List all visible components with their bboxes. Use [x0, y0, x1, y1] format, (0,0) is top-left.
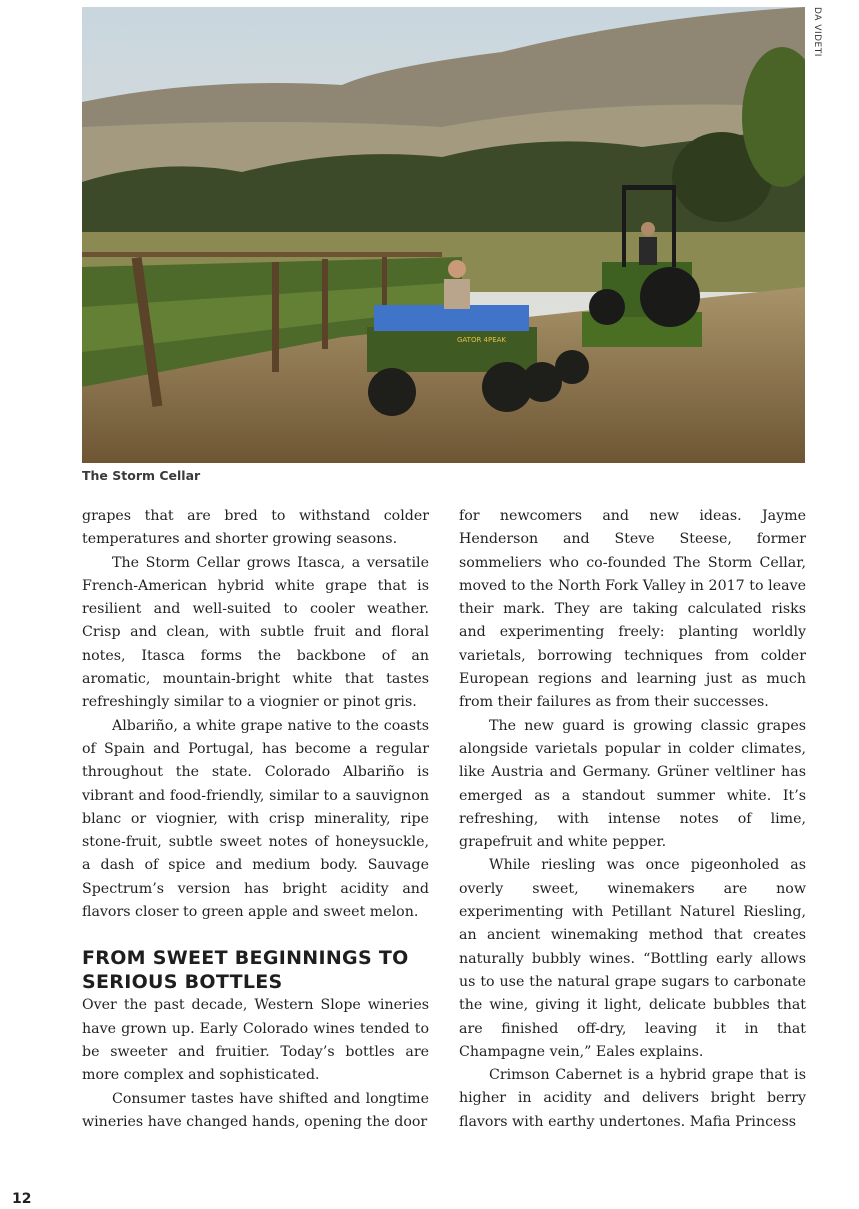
- photo-credit: DA VIDETI: [812, 7, 822, 57]
- photo-caption: The Storm Cellar: [82, 468, 201, 483]
- cart-lettering: GATOR 4PEAK: [457, 336, 507, 344]
- paragraph: Crimson Cabernet is a hybrid grape that is higher in acidity and delivers bright berry flavors with earthy undertones. Mafia Princess: [459, 1067, 806, 1130]
- paragraph: Albariño, a white grape native to the coasts of Spain and Portugal, has become a regular throughout the state. Colorado Albariño is vibrant and food-friendly, similar to a sauvignon blanc or viognier, with crisp minerality, ripe stone-fruit, subtle sweet notes of honeysuckle, a dash of spice and medium body. Sauvage Spectrum’s version has bright acidity and flavors closer to green apple and sweet melon.: [82, 717, 429, 921]
- page-number: 12: [12, 1191, 32, 1207]
- paragraph: Over the past decade, Western Slope wineries have grown up. Early Colorado wines tended to be sweeter and fruitier. Today’s bottles are more complex and sophisticated.: [82, 997, 429, 1084]
- section-heading: FROM SWEET BEGINNINGS TO SERIOUS BOTTLES: [82, 947, 409, 994]
- paragraph: While riesling was once pigeonholed as overly sweet, winemakers are now experimenting with Petillant Naturel Riesling, an ancient winemaking method that creates naturally bubbly wines. “Bottling early allows us to use the natural grape sugars to carbonate the wine, giving it light, delicate bubbles that are finished off-dry, leaving it in that Champagne vein,” Eales explains.: [459, 857, 806, 1060]
- vineyard-scene: [82, 7, 805, 463]
- right-column: [459, 505, 806, 1134]
- paragraph: Consumer tastes have shifted and longtime wineries have changed hands, opening the door: [82, 1090, 429, 1130]
- vineyard-photo: [82, 7, 805, 463]
- paragraph: for newcomers and new ideas. Jayme Henderson and Steve Steese, former sommeliers who co-founded The Storm Cellar, moved to the North Fork Valley in 2017 to leave their mark. They are taking calculated risks and experimenting freely: planting worldly varietals, borrowing techniques from colder European regions and learning just as much from their failures as from their successes.: [459, 508, 806, 711]
- paragraph: grapes that are bred to withstand colder temperatures and shorter growing seasons.: [82, 508, 429, 548]
- paragraph: The Storm Cellar grows Itasca, a versatile French-American hybrid white grape that is resilient and well-suited to cooler weather. Crisp and clean, with subtle fruit and floral notes, Itasca forms the backbone of an aromatic, mountain-bright white that tastes refreshingly similar to a viognier or pinot gris.: [82, 554, 429, 711]
- left-column: [82, 505, 429, 1134]
- paragraph: The new guard is growing classic grapes alongside varietals popular in colder climates, like Austria and Germany. Grüner veltliner has emerged as a standout summer white. It’s refreshing, with intense notes of lime, grapefruit and white pepper.: [459, 717, 806, 851]
